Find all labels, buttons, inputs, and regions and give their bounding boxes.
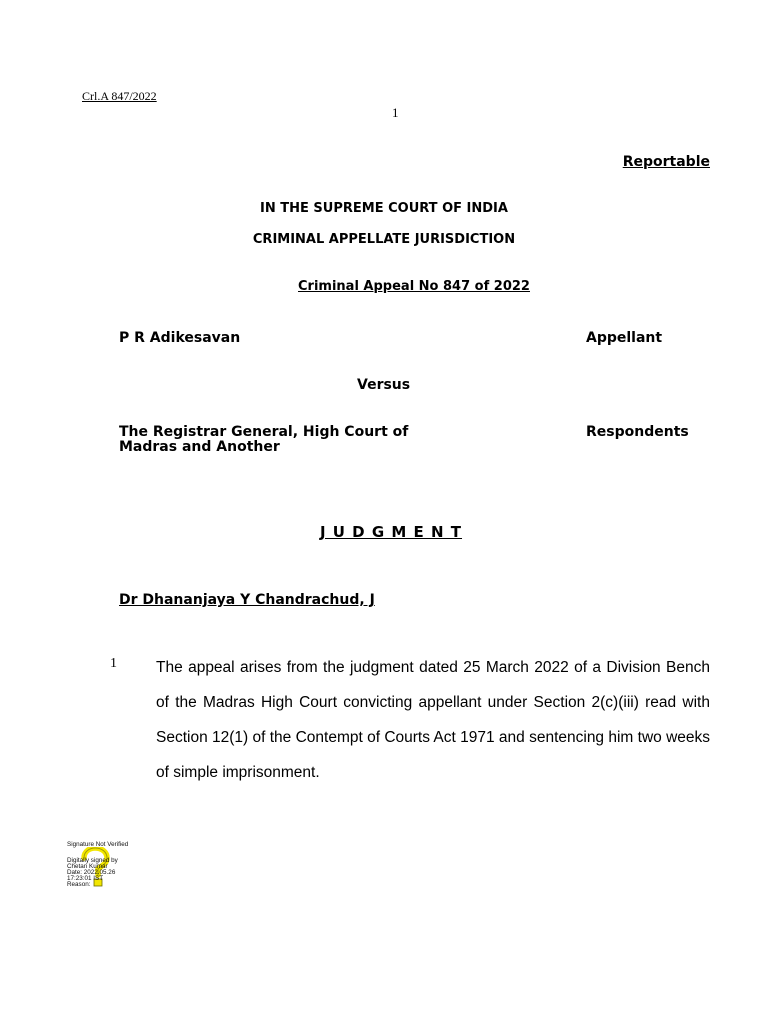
paragraph-number: 1	[110, 656, 117, 671]
reportable-label: Reportable	[622, 154, 710, 170]
court-name: IN THE SUPREME COURT OF INDIA	[260, 201, 508, 216]
jurisdiction: CRIMINAL APPELLATE JURISDICTION	[252, 232, 516, 247]
judgment-heading: J U D G M E N T	[319, 523, 463, 541]
signature-line4: 17:23:01 IST	[67, 875, 104, 882]
appellant-name: P R Adikesavan	[119, 330, 241, 346]
signature-line2: Chetan Kumar	[67, 863, 108, 870]
page-number: 1	[392, 105, 399, 120]
signature-line1: Digitally signed by	[67, 857, 118, 864]
signature-line3: Date: 2022.05.26	[67, 869, 116, 876]
appellant-role: Appellant	[586, 330, 663, 346]
respondent-role: Respondents	[586, 424, 689, 440]
paragraph-text: The appeal arises from the judgment dated 25 March 2022 of a Division Bench of the Madras High Court convicting appellant under Section 2(c)(iii) read with Section 12(1) of the Contempt of Courts Act 1971 and sentencing him two weeks of simple imprisonment.	[156, 659, 711, 781]
respondent-name-line1: The Registrar General, High Court of	[119, 424, 409, 440]
signature-block	[67, 842, 128, 888]
respondent-name-line2: Madras and Another	[119, 439, 280, 455]
signature-line5: Reason:	[67, 881, 91, 888]
case-reference: Crl.A 847/2022	[82, 89, 157, 103]
appeal-number: Criminal Appeal No 847 of 2022	[298, 279, 530, 294]
versus-label: Versus	[357, 377, 411, 393]
signature-status: Signature Not Verified	[67, 841, 129, 848]
judgment-author: Dr Dhananjaya Y Chandrachud, J	[119, 592, 375, 608]
